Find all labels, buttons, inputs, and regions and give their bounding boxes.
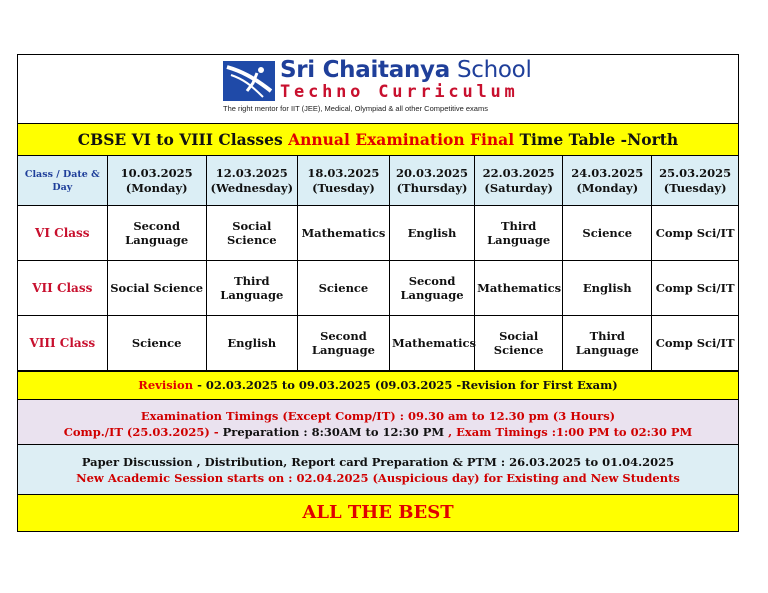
subject-cell: English xyxy=(563,261,652,316)
timings-line: Examination Timings (Except Comp/IT) : 09.30 am to 12.30 pm (3 Hours) xyxy=(140,409,616,423)
subject-cell: Science xyxy=(297,261,389,316)
school-logo-icon xyxy=(223,61,275,101)
subject-cell: Second Language xyxy=(297,316,389,371)
subject-cell: English xyxy=(389,206,474,261)
new-session-line: New Academic Session starts on : 02.04.2025 (Auspicious day) for Existing and New Students xyxy=(76,471,680,485)
table-row xyxy=(18,261,738,316)
subject-cell: Third Language xyxy=(206,261,297,316)
school-header xyxy=(18,55,738,124)
subject-cell: Comp Sci/IT xyxy=(652,316,738,371)
class-label: VI Class xyxy=(18,206,107,261)
school-subtitle: Techno Curriculum xyxy=(280,82,519,102)
class-label: VIII Class xyxy=(18,316,107,371)
subject-cell: Mathematics xyxy=(475,261,563,316)
subject-cell: Comp Sci/IT xyxy=(652,206,738,261)
subject-cell: Mathematics xyxy=(389,316,474,371)
subject-cell: Second Language xyxy=(389,261,474,316)
ptm-line: Paper Discussion , Distribution, Report card Preparation & PTM : 26.03.2025 to 01.04.2025 xyxy=(81,455,675,469)
date-header: 18.03.2025 (Tuesday) xyxy=(297,156,389,206)
subject-cell: English xyxy=(206,316,297,371)
school-name: Sri Chaitanya School xyxy=(280,57,532,83)
school-tagline: The right mentor for IIT (JEE), Medical, Olympiad & all other Competitive exams xyxy=(223,104,488,113)
subject-cell: Third Language xyxy=(475,206,563,261)
subject-cell: Second Language xyxy=(107,206,206,261)
subject-cell: Comp Sci/IT xyxy=(652,261,738,316)
comp-it-timings-line: Comp./IT (25.03.2025) - Preparation : 8:30AM to 12:30 PM , Exam Timings :1:00 PM to 02:30 PM xyxy=(63,425,693,439)
subject-cell: Third Language xyxy=(563,316,652,371)
date-header: 25.03.2025 (Tuesday) xyxy=(652,156,738,206)
timetable-sheet xyxy=(17,54,739,532)
page-title: CBSE VI to VIII Classes Annual Examination Final Time Table -North xyxy=(18,124,738,156)
subject-cell: Social Science xyxy=(107,261,206,316)
subject-cell: Social Science xyxy=(475,316,563,371)
class-label: VII Class xyxy=(18,261,107,316)
subject-cell: Social Science xyxy=(206,206,297,261)
table-row xyxy=(18,206,738,261)
date-header: 22.03.2025 (Saturday) xyxy=(475,156,563,206)
table-row xyxy=(18,316,738,371)
date-header: 12.03.2025 (Wednesday) xyxy=(206,156,297,206)
subject-cell: Mathematics xyxy=(297,206,389,261)
revision-banner: Revision - 02.03.2025 to 09.03.2025 (09.03.2025 -Revision for First Exam) xyxy=(18,371,738,400)
date-header: 24.03.2025 (Monday) xyxy=(563,156,652,206)
date-header: 20.03.2025 (Thursday) xyxy=(389,156,474,206)
exam-timings-note xyxy=(18,400,738,445)
all-the-best-banner: ALL THE BEST xyxy=(18,495,738,531)
subject-cell: Science xyxy=(563,206,652,261)
date-header: 10.03.2025 (Monday) xyxy=(107,156,206,206)
corner-header: Class / Date & Day xyxy=(18,156,107,206)
subject-cell: Science xyxy=(107,316,206,371)
exam-timetable xyxy=(18,156,738,371)
table-header-row xyxy=(18,156,738,206)
paper-discussion-note xyxy=(18,445,738,495)
